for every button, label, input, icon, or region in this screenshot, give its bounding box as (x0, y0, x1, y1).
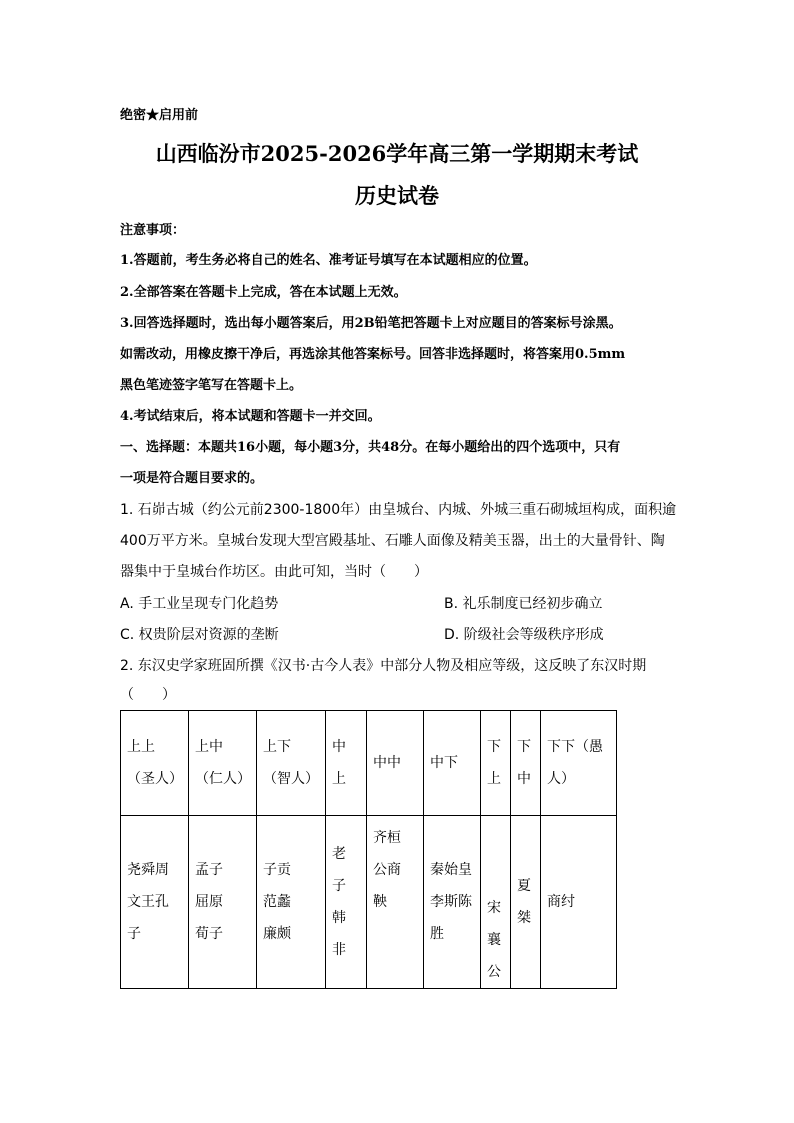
table-header-cell: 下上 (487, 739, 501, 787)
rank-table (120, 710, 617, 989)
table-row (121, 816, 617, 989)
notice-item: 2.全部答案在答题卡上完成，答在本试题上无效。 (120, 285, 407, 300)
section-instruction: 一项是符合题目要求的。 (120, 471, 264, 486)
table-header-cell: 下中 (517, 739, 531, 787)
table-cell: 孟子屈原荀子 (195, 862, 223, 942)
table-cell: 尧舜周文王孔子 (127, 862, 169, 942)
question-2-stem: （ ） (120, 687, 176, 703)
table-header-row (121, 711, 617, 816)
table-header-cell: 上中（仁人） (195, 739, 251, 787)
table-cell: 商纣 (547, 894, 575, 910)
table-header-cell: 中中 (373, 755, 401, 771)
table-cell: 秦始皇李斯陈胜 (430, 862, 472, 942)
question-2-stem: 2. 东汉史学家班固所撰《汉书·古今人表》中部分人物及相应等级，这反映了东汉时期 (120, 658, 647, 674)
table-cell: 宋襄公 (487, 900, 501, 980)
confidential-label: 绝密★启用前 (120, 108, 199, 123)
table-cell: 子贡范蠡廉颇 (263, 862, 291, 942)
section-instruction: 一、选择题：本题共16小题，每小题3分，共48分。在每小题给出的四个选项中，只有 (120, 440, 621, 455)
question-1-option-b[interactable]: B. 礼乐制度已经初步确立 (444, 596, 603, 612)
table-header-cell: 中上 (332, 739, 346, 787)
notice-item: 3.回答选择题时，选出每小题答案后，用2B铅笔把答题卡上对应题目的答案标号涂黑。 (120, 316, 622, 331)
notice-item: 如需改动，用橡皮擦干净后，再选涂其他答案标号。回答非选择题时，将答案用0.5mm (120, 347, 626, 362)
exam-title: 山西临汾市2025-2026学年高三第一学期期末考试 (155, 141, 639, 166)
question-1-stem: 400万平方米。皇城台发现大型宫殿基址、石雕人面像及精美玉器，出土的大量骨针、陶 (120, 533, 665, 549)
notice-heading: 注意事项： (120, 223, 186, 238)
question-1-option-a[interactable]: A. 手工业呈现专门化趋势 (120, 596, 279, 612)
table-header-cell: 下下（愚人） (547, 739, 603, 787)
notice-item: 1.答题前，考生务必将自己的姓名、准考证号填写在本试题相应的位置。 (120, 253, 537, 268)
exam-subtitle: 历史试卷 (355, 183, 439, 208)
notice-item: 4.考试结束后，将本试题和答题卡一并交回。 (120, 409, 381, 424)
question-1-stem: 器集中于皇城台作坊区。由此可知，当时（ ） (120, 564, 428, 580)
table-header-cell: 上下（智人） (263, 739, 319, 787)
table-cell: 夏桀 (517, 878, 531, 926)
table-cell: 齐桓公商鞅 (373, 830, 401, 910)
question-1-option-d[interactable]: D. 阶级社会等级秩序形成 (444, 627, 604, 643)
notice-item: 黑色笔迹签字笔写在答题卡上。 (120, 378, 303, 393)
table-header-cell: 中下 (430, 755, 458, 771)
table-header-cell: 上上（圣人） (127, 739, 183, 787)
table-cell: 老子韩非 (332, 846, 346, 958)
question-1-option-c[interactable]: C. 权贵阶层对资源的垄断 (120, 627, 279, 643)
question-1-stem: 1. 石峁古城（约公元前2300-1800年）由皇城台、内城、外城三重石砌城垣构成，面积逾 (120, 502, 677, 518)
